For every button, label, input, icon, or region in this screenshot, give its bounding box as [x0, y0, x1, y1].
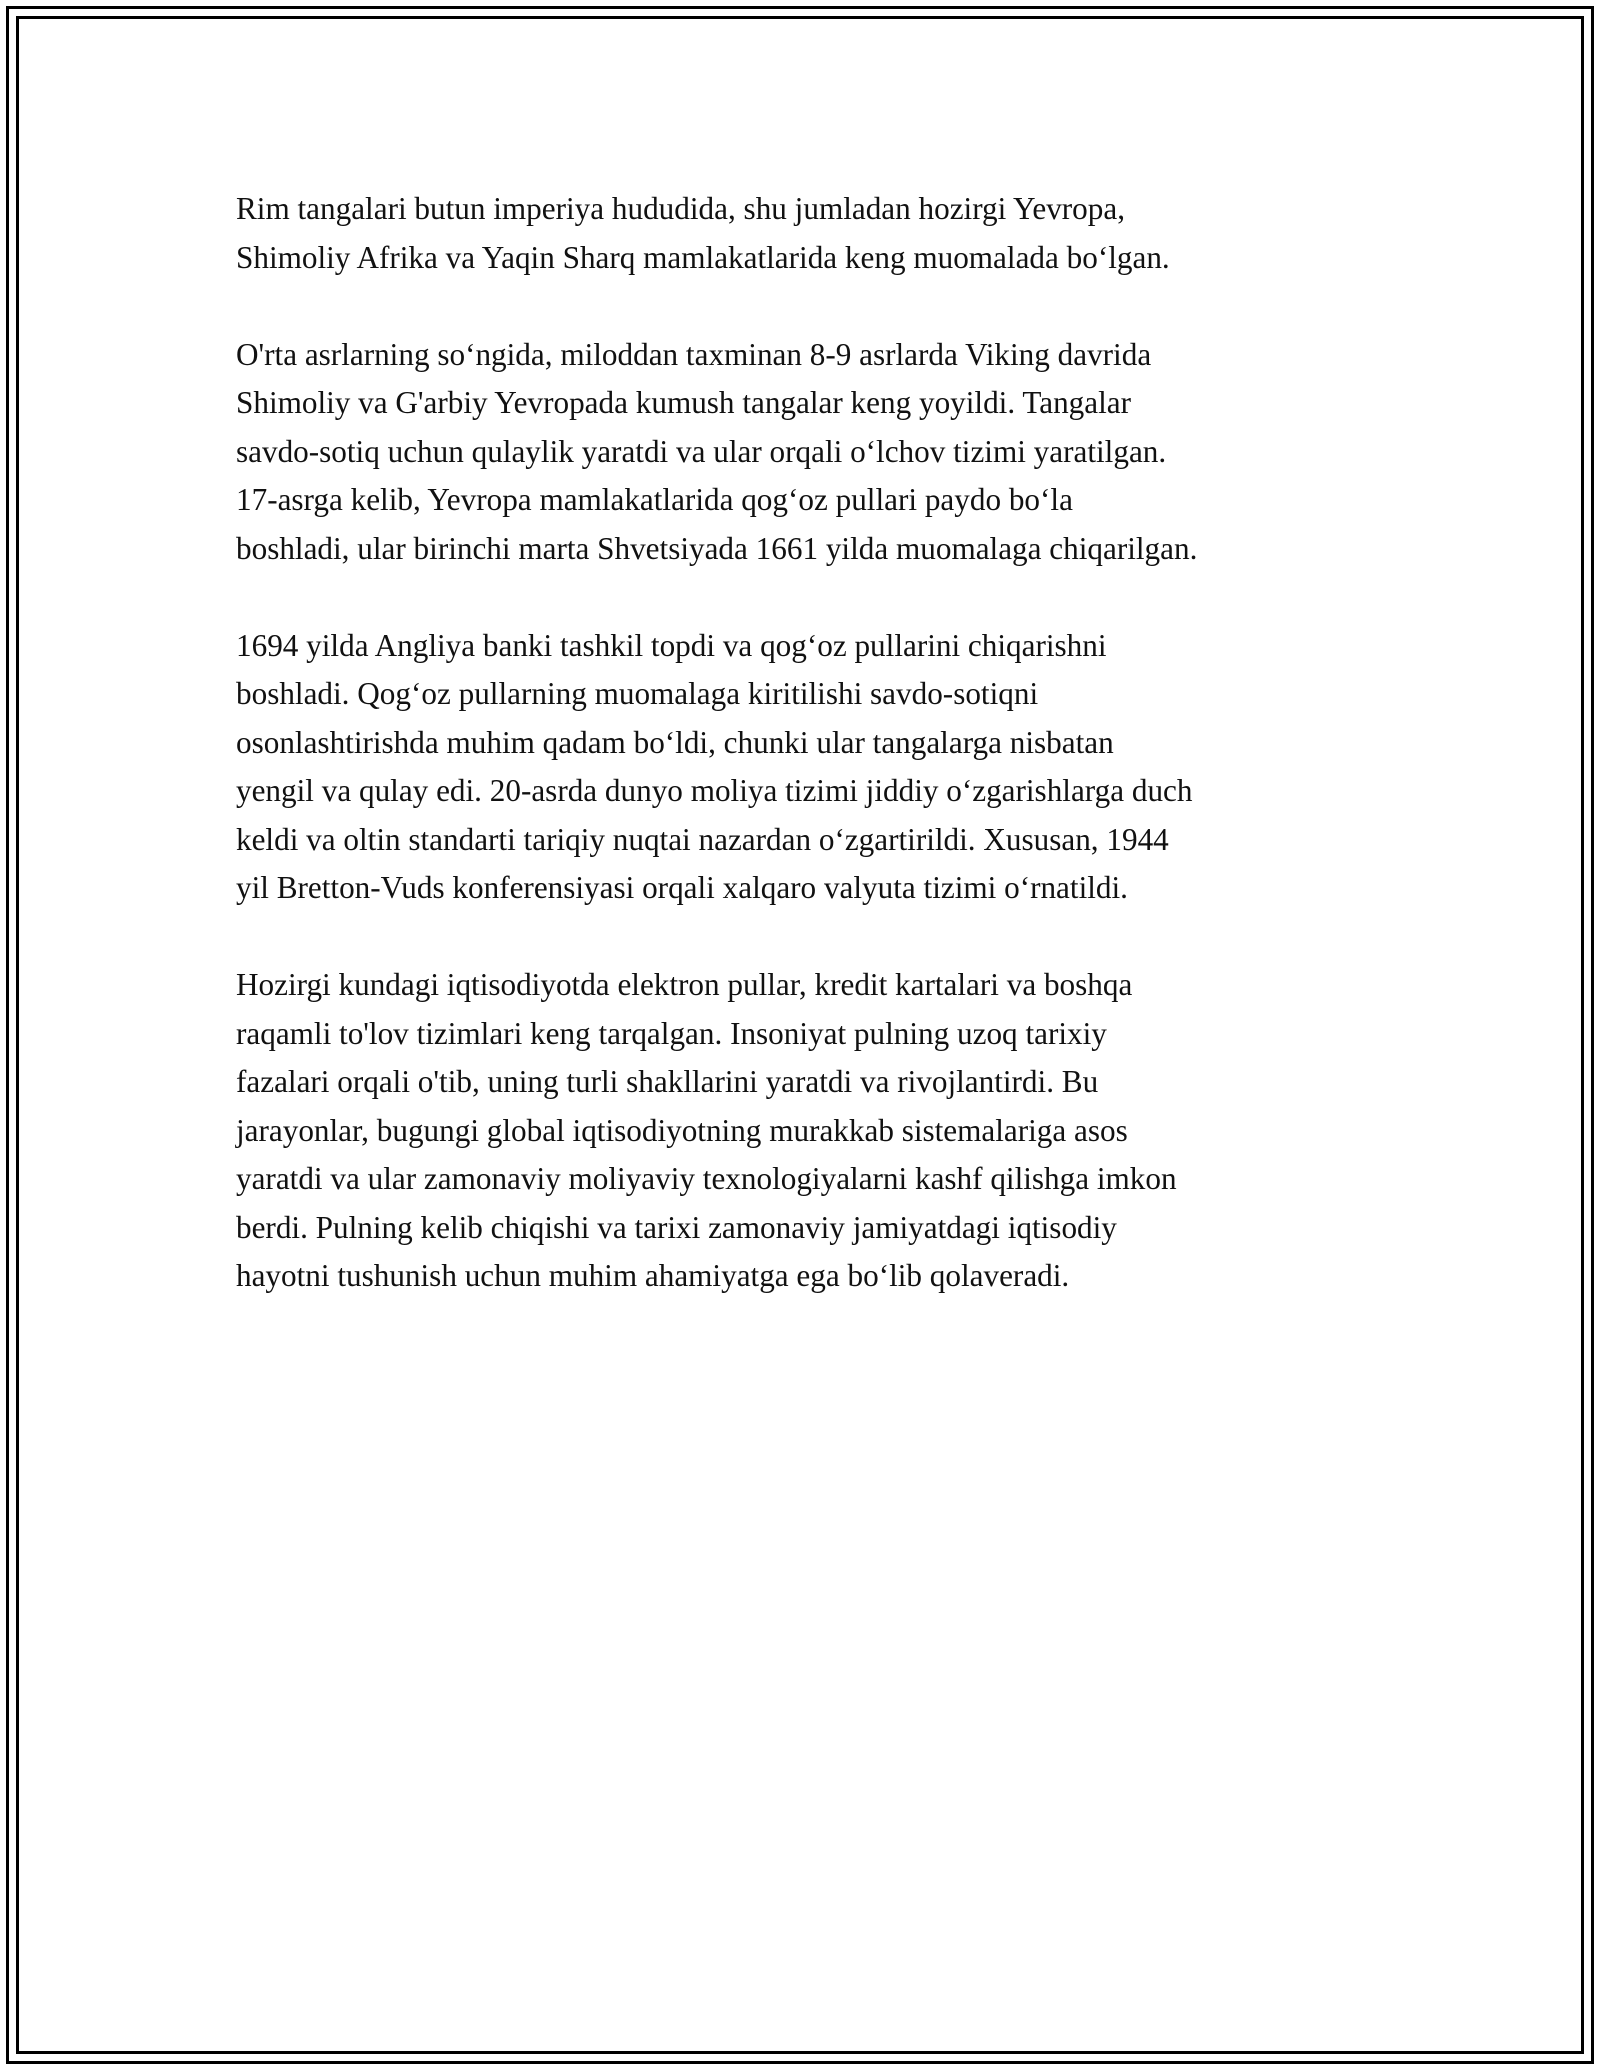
text-line: hayotni tushunish uchun muhim ahamiyatga ega bo‘lib qolaveradi. [236, 1258, 1070, 1293]
text-line: 1694 yilda Angliya banki tashkil topdi va qog‘oz pullarini chiqarishni [236, 627, 1107, 663]
text-line: boshladi, ular birinchi marta Shvetsiyada 1661 yilda muomalaga chiqarilgan. [236, 530, 1198, 566]
text-line: boshladi. Qog‘oz pullarning muomalaga kiritilishi savdo-sotiqni [236, 676, 1039, 711]
text-line: yil Bretton-Vuds konferensiyasi orqali xalqaro valyuta tizimi o‘rnatildi. [236, 870, 1128, 905]
text-line: yaratdi va ular zamonaviy moliyaviy texnologiyalarni kashf qilishga imkon [236, 1161, 1177, 1196]
document-body [236, 185, 1386, 1349]
paragraph-modern-economy [236, 961, 1386, 1301]
text-line: jarayonlar, bugungi global iqtisodiyotning murakkab sistemalariga asos [236, 1112, 1128, 1148]
text-line: O'rta asrlarning so‘ngida, miloddan taxminan 8-9 asrlarda Viking davrida [236, 336, 1152, 372]
text-line: keldi va oltin standarti tariqiy nuqtai nazardan o‘zgartirildi. Xususan, 1944 [236, 821, 1169, 857]
text-line: Shimoliy Afrika va Yaqin Sharq mamlakatlarida keng muomalada bo‘lgan. [236, 239, 1170, 275]
paragraph-roman-coins [236, 185, 1386, 282]
paragraph-viking-era [236, 331, 1386, 574]
text-line: Hozirgi kundagi iqtisodiyotda elektron pullar, kredit kartalari va boshqa [236, 967, 1133, 1002]
text-line: fazalari orqali o'tib, uning turli shakllarini yaratdi va rivojlantirdi. Bu [236, 1064, 1099, 1099]
text-line: berdi. Pulning kelib chiqishi va tarixi zamonaviy jamiyatdagi iqtisodiy [236, 1209, 1117, 1245]
text-line: yengil va qulay edi. 20-asrda dunyo moliya tizimi jiddiy o‘zgarishlarga duch [236, 773, 1193, 808]
text-line: savdo-sotiq uchun qulaylik yaratdi va ular orqali o‘lchov tizimi yaratilgan. [236, 433, 1167, 469]
text-line: osonlashtirishda muhim qadam bo‘ldi, chunki ular tangalarga nisbatan [236, 724, 1114, 760]
paragraph-bank-of-england [236, 622, 1386, 913]
text-line: Shimoliy va G'arbiy Yevropada kumush tangalar keng yoyildi. Tangalar [236, 385, 1132, 420]
text-line: Rim tangalari butun imperiya hududida, shu jumladan hozirgi Yevropa, [236, 191, 1125, 226]
text-line: raqamli to'lov tizimlari keng tarqalgan. Insoniyat pulning uzoq tarixiy [236, 1015, 1107, 1051]
text-line: 17-asrga kelib, Yevropa mamlakatlarida qog‘oz pullari paydo bo‘la [236, 482, 1073, 517]
